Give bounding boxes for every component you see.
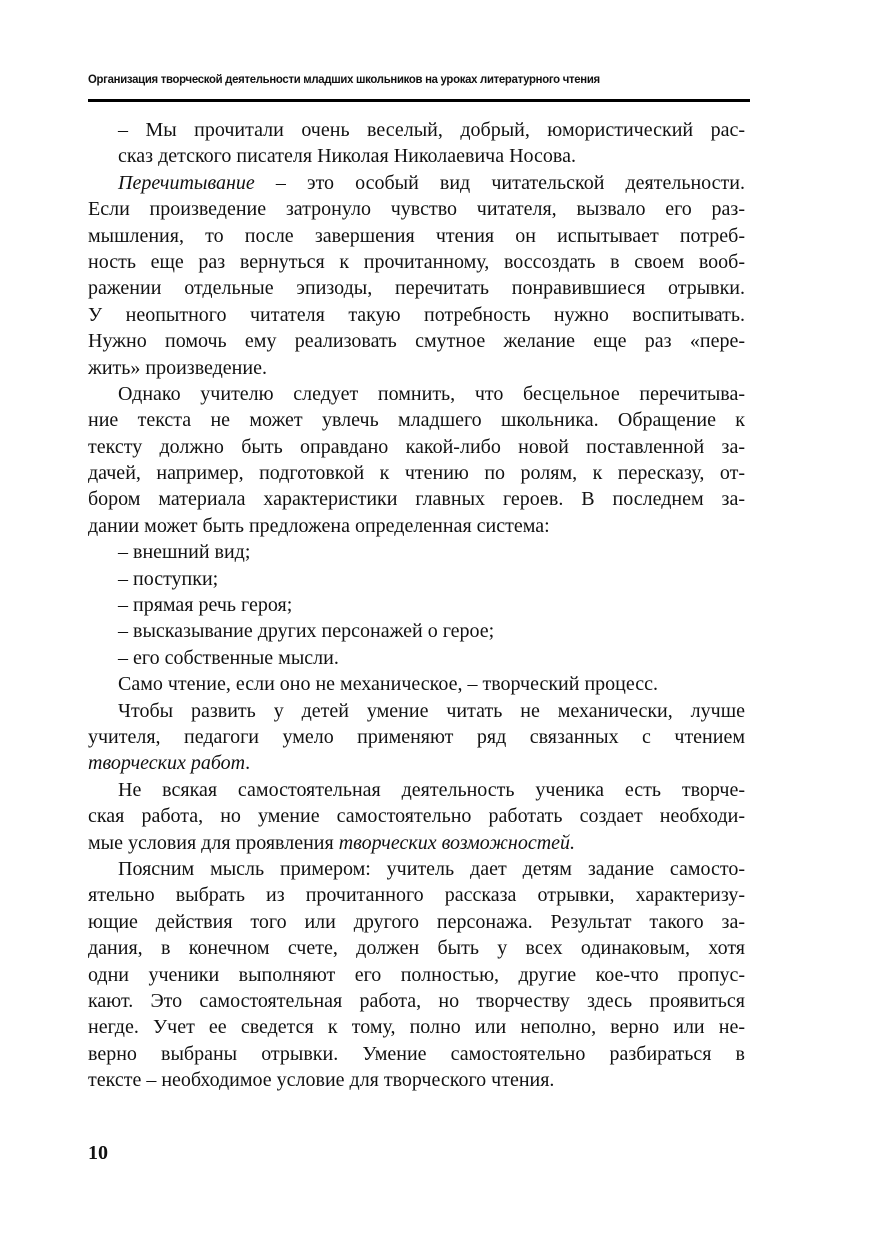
text-segment: ющие действия того или другого персонажа. Результат такого за-	[88, 910, 745, 933]
text-segment: дачей, например, подготовкой к чтению по ролям, к пересказу, от-	[88, 462, 745, 485]
text-segment: мые условия для проявления	[88, 831, 339, 854]
text-line	[88, 592, 745, 618]
text-segment: – высказывание других персонажей о герое;	[118, 620, 495, 643]
text-line	[88, 830, 745, 856]
running-header: Организация творческой деятельности младших школьников на уроках литературного чтения	[88, 72, 600, 86]
text-segment: дании может быть предложена определенная система:	[88, 514, 550, 537]
text-line	[88, 196, 745, 222]
italic-term: Перечитывание	[118, 171, 255, 194]
text-segment: ность еще раз вернуться к прочитанному, воссоздать в своем вооб-	[88, 250, 745, 273]
text-segment: – поступки;	[118, 567, 219, 590]
text-line	[88, 962, 745, 988]
text-line	[88, 381, 745, 407]
text-segment: сказ детского писателя Николая Николаевича Носова.	[118, 145, 576, 168]
text-line	[88, 856, 745, 882]
text-segment: тексту должно быть оправдано какой-либо новой поставленной за-	[88, 435, 745, 458]
text-line	[88, 328, 745, 354]
text-segment: жить» произведение.	[88, 356, 267, 379]
text-line	[88, 882, 745, 908]
text-segment: верно выбраны отрывки. Умение самостоятельно разбираться в	[88, 1042, 745, 1065]
text-line	[88, 117, 745, 143]
text-segment: Однако учителю следует помнить, что бесцельное перечитыва-	[118, 382, 745, 405]
text-line	[88, 460, 745, 486]
text-segment: тексте – необходимое условие для творческого чтения.	[88, 1069, 555, 1092]
text-line	[88, 618, 745, 644]
text-line	[88, 539, 745, 565]
italic-term: творческих возможностей.	[338, 831, 576, 854]
text-line	[88, 935, 745, 961]
text-segment: – его собственные мысли.	[118, 646, 339, 669]
text-segment: ражении отдельные эпизоды, перечитать понравившиеся отрывки.	[88, 277, 745, 300]
text-line	[88, 170, 745, 196]
text-line	[88, 1041, 745, 1067]
text-line	[88, 777, 745, 803]
text-segment: – внешний вид;	[118, 541, 251, 564]
text-line	[88, 355, 745, 381]
text-line	[88, 1067, 745, 1093]
text-line	[88, 909, 745, 935]
text-segment: мышления, то после завершения чтения он испытывает потреб-	[88, 224, 745, 247]
text-segment: Поясним мысль примером: учитель дает детям задание самосто-	[118, 857, 745, 880]
body-text	[88, 117, 745, 1093]
text-segment: бором материала характеристики главных героев. В последнем за-	[88, 488, 745, 511]
text-segment: ская работа, но умение самостоятельно работать создает необходи-	[88, 805, 745, 828]
text-segment: ние текста не может увлечь младшего школьника. Обращение к	[88, 409, 745, 432]
text-line	[88, 143, 745, 169]
text-segment: учителя, педагоги умело применяют ряд связанных с чтением	[88, 725, 745, 748]
text-line	[88, 566, 745, 592]
text-segment: кают. Это самостоятельная работа, но творчеству здесь проявиться	[88, 989, 745, 1012]
text-line	[88, 275, 745, 301]
text-line	[88, 1014, 745, 1040]
text-segment: – прямая речь героя;	[118, 594, 293, 617]
text-line	[88, 486, 745, 512]
text-segment: .	[245, 752, 251, 775]
text-segment: Нужно помочь ему реализовать смутное желание еще раз «пере-	[88, 330, 745, 353]
text-line	[88, 302, 745, 328]
text-line	[88, 671, 745, 697]
text-line	[88, 223, 745, 249]
text-segment: негде. Учет ее сведется к тому, полно или неполно, верно или не-	[88, 1016, 745, 1039]
page-number: 10	[88, 1142, 108, 1164]
text-line	[88, 750, 745, 776]
text-line	[88, 434, 745, 460]
text-segment: Если произведение затронуло чувство читателя, вызвало его раз-	[88, 198, 745, 221]
text-line	[88, 988, 745, 1014]
text-line	[88, 724, 745, 750]
text-segment: Само чтение, если оно не механическое, – творческий процесс.	[118, 673, 658, 696]
text-segment: – это особый вид читательской деятельности.	[254, 171, 745, 194]
text-segment: У неопытного читателя такую потребность нужно воспитывать.	[88, 303, 745, 326]
text-line	[88, 407, 745, 433]
text-line	[88, 513, 745, 539]
text-segment: одни ученики выполняют его полностью, другие кое-что пропус-	[88, 963, 745, 986]
text-segment: ятельно выбрать из прочитанного рассказа отрывки, характеризу-	[88, 884, 745, 907]
text-line	[88, 249, 745, 275]
text-segment: дания, в конечном счете, должен быть у всех одинаковым, хотя	[88, 937, 745, 960]
text-line	[88, 698, 745, 724]
text-segment: Чтобы развить у детей умение читать не механически, лучше	[118, 699, 745, 722]
text-line	[88, 645, 745, 671]
text-segment: Не всякая самостоятельная деятельность ученика есть творче-	[118, 778, 745, 801]
italic-term: творческих работ	[88, 752, 246, 775]
text-line	[88, 803, 745, 829]
text-segment: – Мы прочитали очень веселый, добрый, юмористический рас-	[118, 119, 745, 141]
header-rule	[88, 99, 750, 102]
